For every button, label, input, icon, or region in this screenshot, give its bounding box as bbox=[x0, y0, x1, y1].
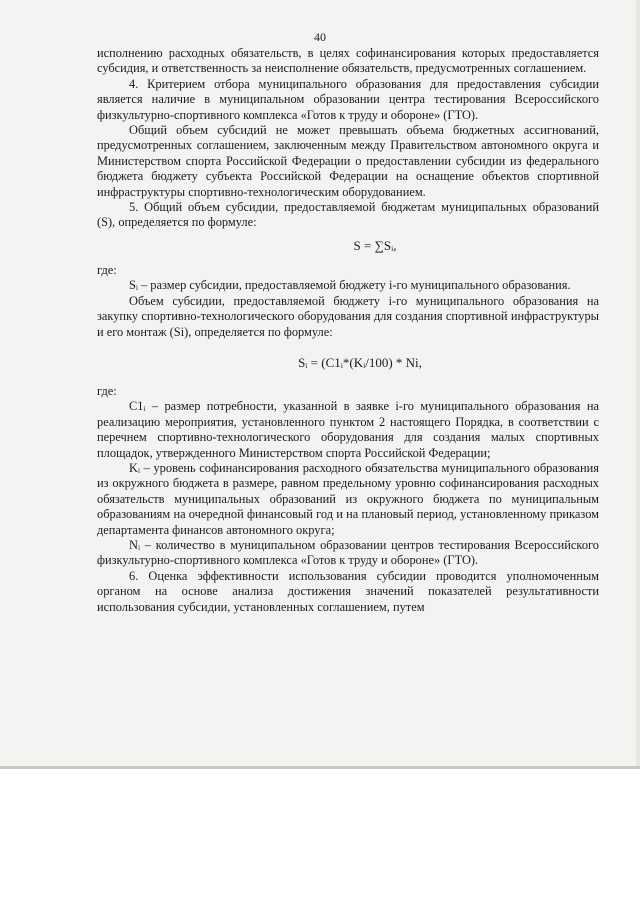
paragraph-c1-definition: C1ᵢ – размер потребности, указанной в заявке i-го муниципального образования на реализацию мероприятия, установленного пунктом 2 настоящего Порядка, в соответствии с перечнем спортивно-технологического оборудования для создания малых спортивных площадок, утвержденного Министерством спорта Российской Федерации; bbox=[97, 399, 599, 460]
scan-edge-right bbox=[636, 0, 640, 768]
page-number: 40 bbox=[314, 30, 326, 44]
where-label-2: где: bbox=[97, 383, 117, 398]
paragraph-continuation: исполнению расходных обязательств, в целях софинансирования которых предоставляется субсидия, и ответственность за неисполнение обязательств, предусмотренных соглашением. bbox=[97, 46, 599, 76]
paragraph-subsidy-volume: Объем субсидии, предоставляемой бюджету i-го муниципального образования на закупку спортивно-технологического оборудования для создания спортивной инфраструктуры и его монтаж (Si), определяется по формуле: bbox=[97, 293, 599, 339]
paragraph-formula-intro: 5. Общий объем субсидии, предоставляемой бюджетам муниципальных образований (S), определяется по формуле: bbox=[97, 200, 599, 230]
paragraph-n-definition: Nᵢ – количество в муниципальном образовании центров тестирования Всероссийского физкультурно-спортивного комплекса «Готов к труду и обороне» (ГТО). bbox=[97, 537, 599, 568]
document-body bbox=[97, 46, 599, 615]
formula-si: Sᵢ = (C1ᵢ*(Kᵢ/100) * Ni, bbox=[298, 354, 422, 370]
paragraph-criterion: 4. Критерием отбора муниципального образования для предоставления субсидии является наличие в муниципальном образовании центра тестирования Всероссийского физкультурно-спортивного комплекса «Готов к труду и обороне» (ГТО). bbox=[97, 76, 599, 122]
paragraph-efficiency: 6. Оценка эффективности использования субсидии проводится уполномоченным органом на основе анализа достижения значений показателей результативности использования субсидии, установленных соглашением, путем bbox=[97, 568, 599, 614]
paragraph-si-definition: Sᵢ – размер субсидии, предоставляемой бюджету i-го муниципального образования. bbox=[129, 278, 571, 293]
paragraph-total-volume: Общий объем субсидий не может превышать объема бюджетных ассигнований, предусмотренных соглашением, заключенным между Правительством автономного округа и Министерством спорта Российской Федерации о предоставлении субсидии из федерального бюджета бюджету субъекта Российской Федерации на оснащение объектов спортивной инфраструктуры спортивно-технологическим оборудованием. bbox=[97, 123, 599, 199]
scan-edge-bottom bbox=[0, 766, 640, 769]
paragraph-k-definition: Kᵢ – уровень софинансирования расходного обязательства муниципального образования из окружного бюджета в размере, равном предельному уровню софинансирования расходных обязательств муниципальных образований из окружного бюджета по муниципальным образованиям на очередной финансовый год и на плановый период, установленному приказом департамента финансов автономного округа; bbox=[97, 460, 599, 537]
formula-total-subsidy: S = ∑Sᵢ, bbox=[353, 237, 397, 253]
where-label: где: bbox=[97, 262, 117, 277]
